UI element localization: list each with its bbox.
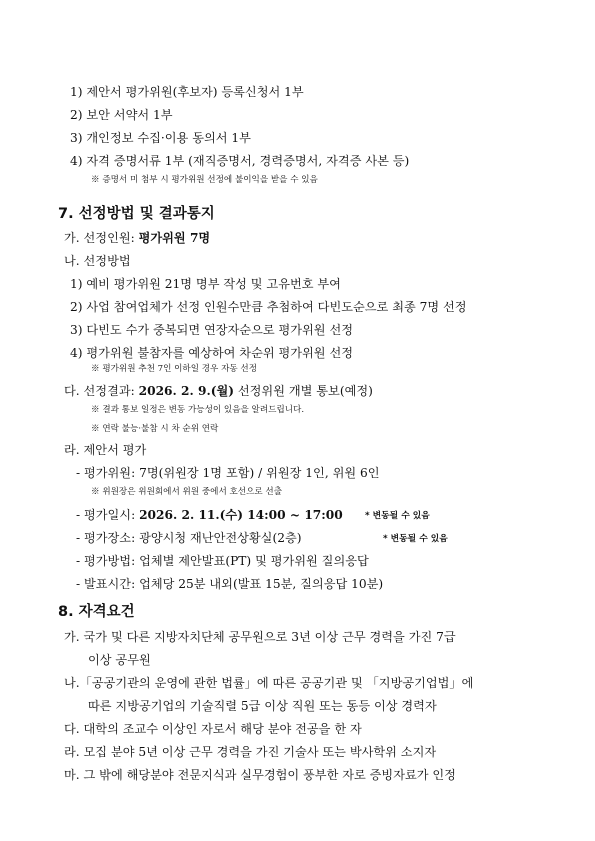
method-item-2 [70,299,467,315]
eval-datetime-remark: * 변동될 수 있음 [365,511,430,521]
requirement-na-line1: 나.「공공기관의 운영에 관한 법률」에 따른 공공기관 및 「지방공기업법」에 [64,676,474,690]
result-note-2: ※ 연락 불능·불참 시 차 순위 연락 [91,424,219,434]
attachment-item-2 [70,107,173,123]
selection-method-label: 나. 선정방법 [64,254,131,268]
eval-method: - 평가방법: 업체별 제안발표(PT) 및 평가위원 질의응답 [76,554,369,568]
item-text: 다빈도 수가 중복되면 연장자순으로 평가위원 선정 [86,323,353,337]
item-number: 2) [70,108,83,122]
method-note: ※ 평가위원 추천 7인 이하일 경우 자동 선정 [91,364,258,374]
item-text: 평가위원 불참자를 예상하여 차순위 평가위원 선정 [86,346,353,360]
item-number: 1) [70,85,83,99]
item-text: 사업 참여업체가 선정 인원수만큼 추첨하여 다빈도순으로 최종 7명 선정 [86,300,467,314]
section-8-heading: 8. 자격요건 [58,604,135,620]
result-note-1: ※ 결과 통보 일정은 변동 가능성이 있음을 알려드립니다. [91,405,305,415]
method-item-1 [70,276,341,292]
item-number: 4) [70,154,83,168]
eval-presentation-time: - 발표시간: 업체당 25분 내외(발표 15분, 질의응답 10분) [76,577,384,591]
requirement-na-line2: 따른 지방공기업의 기술직렬 5급 이상 직원 또는 동등 이상 경력자 [88,699,437,713]
item-text: 자격 증명서류 1부 (재직증명서, 경력증명서, 자격증 사본 등) [86,154,410,168]
method-item-3 [70,322,353,338]
requirement-ga-line2: 이상 공무원 [88,653,151,667]
attachment-item-3 [70,130,251,146]
requirement-ra: 라. 모집 분야 5년 이상 근무 경력을 가진 기술사 또는 박사학위 소지자 [64,745,437,759]
eval-place-remark: * 변동될 수 있음 [383,534,448,544]
item-text: 보안 서약서 1부 [86,108,173,122]
attachment-item-1 [70,84,304,100]
selection-result [64,383,373,399]
selection-count [64,230,210,246]
eval-datetime-value: 2026. 2. 11.(수) 14:00 ~ 17:00 [139,508,343,522]
eval-place: - 평가장소: 광양시청 재난안전상황실(2층) [76,531,302,545]
eval-committee: - 평가위원: 7명(위원장 1명 포함) / 위원장 1인, 위원 6인 [76,466,380,480]
item-number: 3) [70,131,83,145]
section-7-heading: 7. 선정방법 및 결과통지 [58,206,215,222]
selection-result-label: 다. 선정결과: [64,384,139,398]
attachment-note: ※ 증명서 미 첨부 시 평가위원 선정에 불이익을 받을 수 있음 [91,175,318,185]
item-number: 3) [70,323,83,337]
requirement-da: 다. 대학의 조교수 이상인 자로서 해당 분야 전공을 한 자 [64,722,362,736]
eval-committee-note: ※ 위원장은 위원회에서 위원 중에서 호선으로 선출 [91,487,283,497]
attachment-item-4 [70,153,409,169]
requirement-ga-line1: 가. 국가 및 다른 지방자치단체 공무원으로 3년 이상 근무 경력을 가진 7급 [64,630,456,644]
item-text: 제안서 평가위원(후보자) 등록신청서 1부 [86,85,304,99]
selection-result-date: 2026. 2. 9.(월) [138,384,235,398]
item-number: 1) [70,277,83,291]
item-text: 개인정보 수집·이용 동의서 1부 [86,131,251,145]
eval-datetime-label: - 평가일시: [76,508,140,522]
item-text: 예비 평가위원 21명 명부 작성 및 고유번호 부여 [86,277,341,291]
selection-result-text: 선정위원 개별 통보(예정) [234,384,373,398]
eval-datetime [76,507,343,523]
proposal-eval-label: 라. 제안서 평가 [64,443,147,457]
selection-count-label: 가. 선정인원: [64,231,139,245]
item-number: 2) [70,300,83,314]
selection-count-value: 평가위원 7명 [138,231,211,245]
item-number: 4) [70,346,83,360]
requirement-ma: 마. 그 밖에 해당분야 전문지식과 실무경험이 풍부한 자로 증빙자료가 인정 [64,768,456,782]
method-item-4 [70,345,353,361]
